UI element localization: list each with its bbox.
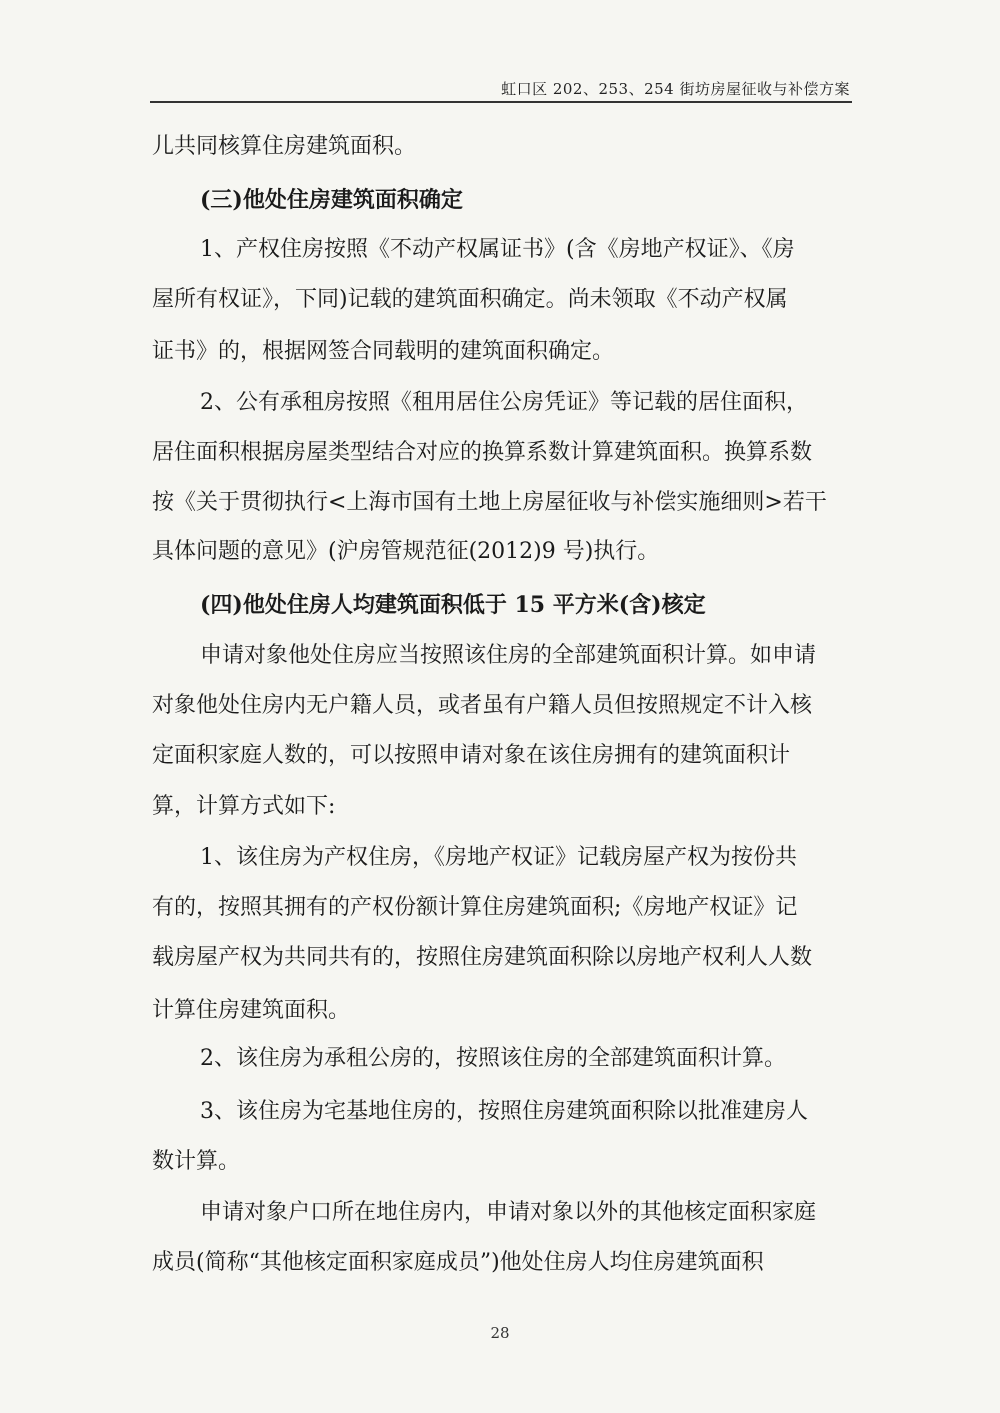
- section-heading: (三)他处住房建筑面积确定: [200, 187, 463, 213]
- body-line: 数计算。: [152, 1149, 241, 1174]
- body-line: 申请对象他处住房应当按照该住房的全部建筑面积计算。如申请: [200, 643, 817, 668]
- page-number: 28: [490, 1324, 510, 1342]
- body-line: 屋所有权证》，下同)记载的建筑面积确定。尚未领取《不动产权属: [152, 287, 788, 312]
- header-title: 虹口区 202、253、254 街坊房屋征收与补偿方案: [501, 80, 850, 98]
- body-line: 按《关于贯彻执行<上海市国有土地上房屋征收与补偿实施细则>若干: [152, 490, 827, 515]
- body-line: 1、产权住房按照《不动产权属证书》(含《房地产权证》、《房: [200, 237, 795, 262]
- body-line: 证书》的，根据网签合同载明的建筑面积确定。: [152, 339, 615, 364]
- body-line: 计算住房建筑面积。: [152, 998, 351, 1023]
- body-line: 居住面积根据房屋类型结合对应的换算系数计算建筑面积。换算系数: [152, 440, 813, 465]
- body-line: 具体问题的意见》(沪房管规范征(2012)9 号)执行。: [152, 539, 660, 564]
- section-heading: (四)他处住房人均建筑面积低于 15 平方米(含)核定: [200, 592, 706, 618]
- body-line: 2、公有承租房按照《租用居住公房凭证》等记载的居住面积，: [200, 390, 808, 415]
- body-line: 申请对象户口所在地住房内，申请对象以外的其他核定面积家庭: [200, 1200, 817, 1225]
- body-line: 3、该住房为宅基地住房的，按照住房建筑面积除以批准建房人: [200, 1099, 808, 1124]
- body-line: 对象他处住房内无户籍人员，或者虽有户籍人员但按照规定不计入核: [152, 693, 813, 718]
- body-line: 成员(简称“其他核定面积家庭成员”)他处住房人均住房建筑面积: [152, 1250, 764, 1275]
- body-line: 儿共同核算住房建筑面积。: [152, 134, 417, 159]
- body-line: 1、该住房为产权住房，《房地产权证》记载房屋产权为按份共: [200, 845, 797, 870]
- body-line: 定面积家庭人数的，可以按照申请对象在该住房拥有的建筑面积计: [152, 743, 791, 768]
- body-line: 2、该住房为承租公房的，按照该住房的全部建筑面积计算。: [200, 1046, 786, 1071]
- body-line: 有的，按照其拥有的产权份额计算住房建筑面积;《房地产权证》记: [152, 895, 798, 920]
- header-divider: [150, 101, 852, 103]
- body-line: 算，计算方式如下:: [152, 794, 336, 819]
- body-line: 载房屋产权为共同共有的，按照住房建筑面积除以房地产权利人人数: [152, 945, 813, 970]
